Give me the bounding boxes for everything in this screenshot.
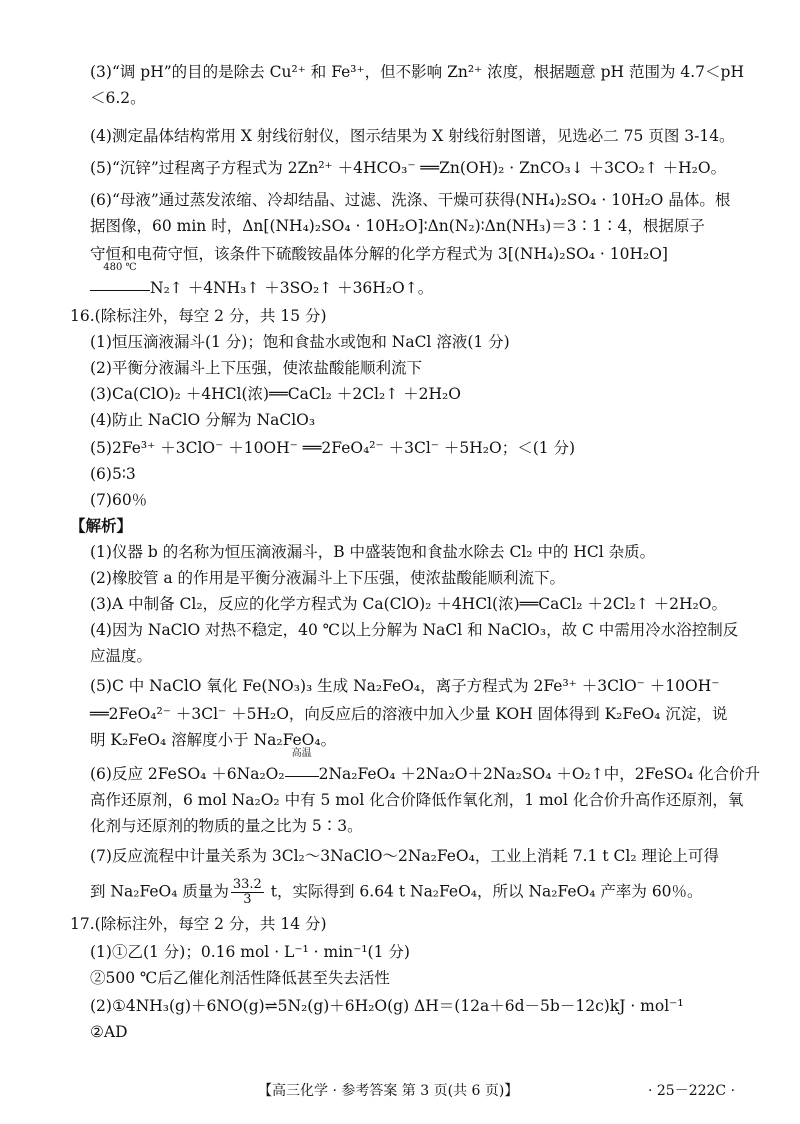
reaction-condition-arrow [90, 262, 150, 298]
text-line: (5)“沉锌”过程离子方程式为 2Zn²⁺ ＋4HCO₃⁻ ══Zn(OH)₂ · ZnCO₃↓ ＋3CO₂↑ ＋H₂O。 [90, 159, 727, 177]
text-line: (7)反应流程中计量关系为 3Cl₂～3NaClO～2Na₂FeO₄，工业上消耗 7.1 t Cl₂ 理论上可得 [90, 847, 719, 865]
text-line: ＜6.2。 [90, 89, 146, 107]
text-line: (3)A 中制备 Cl₂，反应的化学方程式为 Ca(ClO)₂ ＋4HCl(浓)══CaCl₂ ＋2Cl₂↑ ＋2H₂O。 [90, 595, 727, 613]
equation-reactants: (6)反应 2FeSO₄ ＋6Na₂O₂ [90, 765, 285, 783]
text-line: 化剂与还原剂的物质的量之比为 5∶3。 [90, 817, 363, 835]
footer-code: · 25－222C · [648, 1083, 736, 1099]
text-line: (4)因为 NaClO 对热不稳定，40 ℃以上分解为 NaCl 和 NaClO₃，故 C 中需用冷水浴控制反 [90, 621, 739, 639]
text-line: 据图像，60 min 时，Δn[(NH₄)₂SO₄ · 10H₂O]∶Δn(N₂)∶Δn(NH₃)＝3∶1∶4，根据原子 [90, 217, 705, 235]
analysis-heading: 【解析】 [70, 516, 133, 535]
answer-line: (5)2Fe³⁺ ＋3ClO⁻ ＋10OH⁻ ══2FeO₄²⁻ ＋3Cl⁻ ＋5H₂O；＜(1 分) [90, 439, 576, 457]
question-16-header: 16.(除标注外，每空 2 分，共 15 分) [70, 307, 327, 325]
equation-products: N₂↑ ＋4NH₃↑ ＋3SO₂↑ ＋36H₂O↑。 [150, 279, 434, 297]
answer-line: (1)恒压滴液漏斗(1 分)；饱和食盐水或饱和 NaCl 溶液(1 分) [90, 333, 510, 351]
text-line: 高作还原剂，6 mol Na₂O₂ 中有 5 mol 化合价降低作氧化剂，1 mol 化合价升高作还原剂，氧 [90, 791, 744, 809]
text-line: (2)橡胶管 a 的作用是平衡分液漏斗上下压强，使浓盐酸能顺利流下。 [90, 569, 566, 587]
answer-line: (6)5∶3 [90, 465, 136, 483]
answer-line: (7)60％ [90, 491, 148, 509]
text-line: ══2FeO₄²⁻ ＋3Cl⁻ ＋5H₂O，向反应后的溶液中加入少量 KOH 固体得到 K₂FeO₄ 沉淀，说 [90, 705, 728, 723]
text-line: 守恒和电荷守恒，该条件下硫酸铵晶体分解的化学方程式为 3[(NH₄)₂SO₄ · 10H₂O] [90, 245, 668, 263]
text-line: 明 K₂FeO₄ 溶解度小于 Na₂FeO₄。 [90, 731, 337, 749]
fraction-numerator: 33.2 [232, 877, 262, 892]
text-line: (3)“调 pH”的目的是除去 Cu²⁺ 和 Fe³⁺，但不影响 Zn²⁺ 浓度，根据题意 pH 范围为 4.7＜pH [90, 63, 744, 81]
text-line: (6)“母液”通过蒸发浓缩、冷却结晶、过滤、洗涤、干燥可获得(NH₄)₂SO₄ · 10H₂O 晶体。根 [90, 191, 731, 209]
reaction-condition: 高温 [291, 748, 312, 759]
text-line: (4)测定晶体结构常用 X 射线衍射仪，图示结果为 X 射线衍射图谱，见选必二 75 页图 3-14。 [90, 127, 735, 145]
reaction-condition-arrow [285, 748, 319, 784]
text-line: (5)C 中 NaClO 氧化 Fe(NO₃)₃ 生成 Na₂FeO₄，离子方程式为 2Fe³⁺ ＋3ClO⁻ ＋10OH⁻ [90, 677, 720, 695]
fraction-denominator: 3 [243, 892, 252, 907]
equation-line [90, 748, 761, 784]
equation-products: 2Na₂FeO₄ ＋2Na₂O＋2Na₂SO₄ ＋O₂↑中，2FeSO₄ 化合价升 [318, 765, 761, 783]
answer-line: ②AD [90, 1023, 128, 1041]
answer-line: (4)防止 NaClO 分解为 NaClO₃ [90, 411, 316, 429]
text-line: (1)仪器 b 的名称为恒压滴液漏斗，B 中盛装饱和食盐水除去 Cl₂ 中的 HCl 杂质。 [90, 543, 656, 561]
reaction-condition: 480 ℃ [103, 262, 137, 273]
text-line: 到 Na₂FeO₄ 质量为 $\frac{33.2}{3}$ t，实际得到 6.64 t Na₂FeO₄，所以 Na₂FeO₄ 产率为 60％。 [90, 877, 703, 907]
answer-line: (1)①乙(1 分)；0.16 mol · L⁻¹ · min⁻¹(1 分) [90, 943, 410, 961]
answer-line: ②500 ℃后乙催化剂活性降低甚至失去活性 [90, 969, 390, 987]
answer-line: (3)Ca(ClO)₂ ＋4HCl(浓)══CaCl₂ ＋2Cl₂↑ ＋2H₂O [90, 385, 461, 403]
fraction [231, 878, 264, 907]
answer-line: (2)①4NH₃(g)＋6NO(g)⇌5N₂(g)＋6H₂O(g) ΔH＝(12a＋6d－5b－12c)kJ · mol⁻¹ [90, 997, 684, 1015]
answer-line: (2)平衡分液漏斗上下压强，使浓盐酸能顺利流下 [90, 359, 422, 377]
footer-page-info: 【高三化学 · 参考答案 第 3 页(共 6 页)】 [258, 1083, 519, 1099]
question-17-header: 17.(除标注外，每空 2 分，共 14 分) [70, 915, 327, 933]
equation-line [90, 262, 434, 298]
text-line: 应温度。 [90, 647, 153, 665]
